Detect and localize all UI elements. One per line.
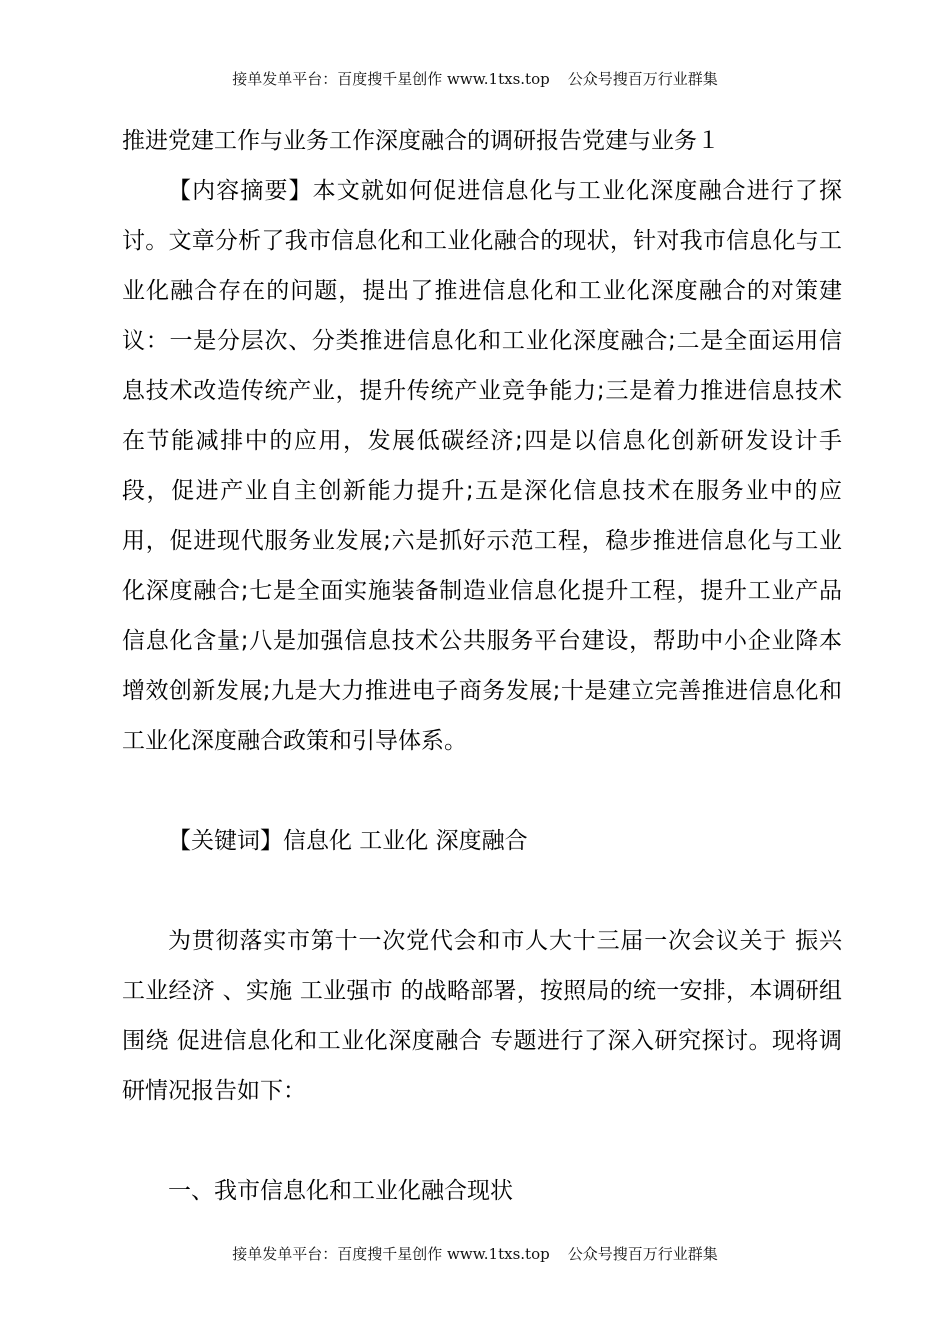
header-promo-text: 公众号搜百万行业群集 (567, 70, 718, 88)
header-platform-text: 接单发单平台：百度搜千星创作 www.1txs.top (232, 70, 550, 88)
abstract-paragraph: 【内容摘要】本文就如何促进信息化与工业化深度融合进行了探讨。文章分析了我市信息化和工业化融合的现状，针对我市信息化与工业化融合存在的问题，提出了推进信息化和工业化深度融合的对策建议：一是分层次、分类推进信息化和工业化深度融合;二是全面运用信息技术改造传统产业，提升传统产业竞争能力;三是着力推进信息技术在节能减排中的应用，发展低碳经济;四是以信息化创新研发设计手段，促进产业自主创新能力提升;五是深化信息技术在服务业中的应用，促进现代服务业发展;六是抓好示范工程，稳步推进信息化与工业化深度融合;七是全面实施装备制造业信息化提升工程，提升工业产品信息化含量;八是加强信息技术公共服务平台建设，帮助中小企业降本增效创新发展;九是大力推进电子商务发展;十是建立完善推进信息化和工业化深度融合政策和引导体系。 (122, 178, 842, 754)
page-footer (0, 1243, 950, 1264)
section-heading-1: 一、我市信息化和工业化融合现状 (168, 1178, 513, 1204)
intro-paragraph: 为贯彻落实市第十一次党代会和市人大十三届一次会议关于 振兴工业经济 、实施 工业强市 的战略部署，按照局的统一安排，本调研组围绕 促进信息化和工业化深度融合 专题进行了深入研究探讨。现将调研情况报告如下： (122, 928, 842, 1104)
document-body (122, 122, 842, 1216)
page-header (0, 68, 950, 89)
footer-promo-text: 公众号搜百万行业群集 (567, 1245, 718, 1263)
footer-platform-text: 接单发单平台：百度搜千星创作 www.1txs.top (232, 1245, 550, 1263)
keywords-paragraph: 【关键词】信息化 工业化 深度融合 (168, 828, 528, 854)
document-title: 推进党建工作与业务工作深度融合的调研报告党建与业务１ (122, 128, 720, 154)
